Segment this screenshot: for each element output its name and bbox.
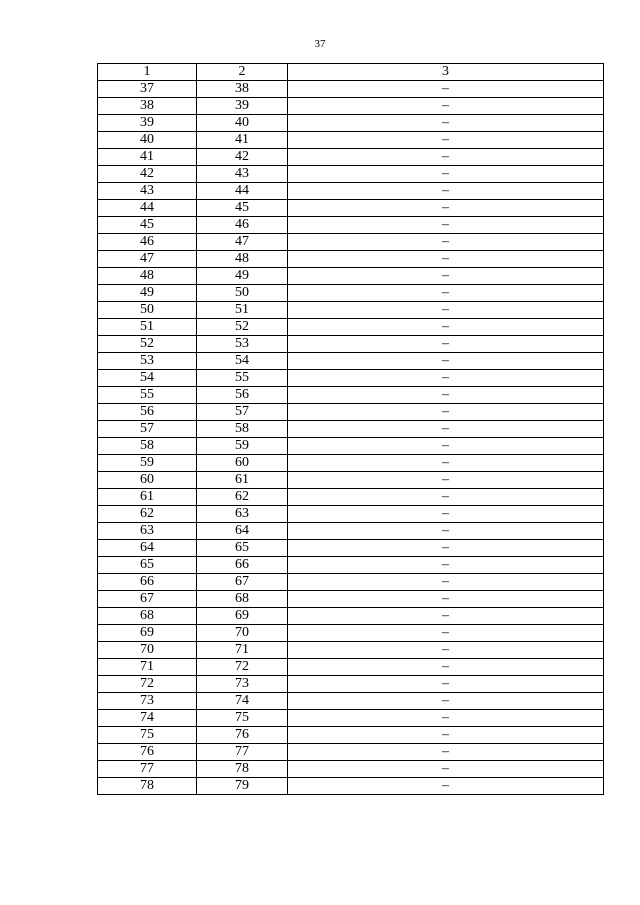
table-row [98,506,604,523]
table-cell-col-2: 77 [197,744,288,761]
table-row [98,98,604,115]
table-cell-col-3: – [288,370,604,387]
table-cell-col-3: – [288,642,604,659]
table-cell-col-2: 66 [197,557,288,574]
table-cell-col-3: – [288,421,604,438]
table-cell-col-3: – [288,608,604,625]
table-cell-col-1: 42 [98,166,197,183]
table-row [98,217,604,234]
table-cell-col-2: 79 [197,778,288,795]
table-cell-col-2: 49 [197,268,288,285]
table-row [98,285,604,302]
table-cell-col-1: 44 [98,200,197,217]
table-cell-col-1: 57 [98,421,197,438]
table-row [98,489,604,506]
table-cell-col-1: 67 [98,591,197,608]
table-cell-col-1: 72 [98,676,197,693]
table-cell-col-1: 60 [98,472,197,489]
table-row [98,268,604,285]
table-cell-col-1: 70 [98,642,197,659]
page-number: 37 [314,38,326,50]
table-cell-col-2: 73 [197,676,288,693]
table-cell-col-2: 54 [197,353,288,370]
table-cell-col-3: – [288,778,604,795]
table-cell-col-3: – [288,251,604,268]
table-cell-col-2: 70 [197,625,288,642]
table-cell-col-3: – [288,234,604,251]
table-cell-col-2: 51 [197,302,288,319]
table-cell-col-3: – [288,302,604,319]
table-cell-col-1: 39 [98,115,197,132]
table-cell-col-3: – [288,761,604,778]
table-cell-col-1: 66 [98,574,197,591]
table-cell-col-2: 74 [197,693,288,710]
column-header-3: 3 [288,64,604,81]
table-cell-col-1: 75 [98,727,197,744]
table-cell-col-2: 59 [197,438,288,455]
table-cell-col-1: 54 [98,370,197,387]
table-cell-col-3: – [288,523,604,540]
table-cell-col-2: 53 [197,336,288,353]
table-row [98,591,604,608]
table-row [98,421,604,438]
table-row [98,251,604,268]
table-cell-col-1: 68 [98,608,197,625]
table-cell-col-2: 50 [197,285,288,302]
table-row [98,353,604,370]
table-cell-col-2: 45 [197,200,288,217]
table-cell-col-2: 61 [197,472,288,489]
table-cell-col-3: – [288,81,604,98]
table-cell-col-2: 57 [197,404,288,421]
table-cell-col-1: 58 [98,438,197,455]
table-body [98,81,604,795]
table-row [98,608,604,625]
table-row [98,472,604,489]
table-cell-col-1: 76 [98,744,197,761]
table-row [98,625,604,642]
table-cell-col-2: 58 [197,421,288,438]
table-cell-col-1: 61 [98,489,197,506]
table-cell-col-2: 52 [197,319,288,336]
table-cell-col-2: 56 [197,387,288,404]
table-row [98,455,604,472]
table-row [98,761,604,778]
table-cell-col-1: 52 [98,336,197,353]
table-cell-col-1: 41 [98,149,197,166]
table-cell-col-2: 41 [197,132,288,149]
table-row [98,540,604,557]
table-row [98,676,604,693]
table-row [98,710,604,727]
table-cell-col-3: – [288,183,604,200]
table-header-row [98,64,604,81]
table-cell-col-3: – [288,540,604,557]
table-row [98,438,604,455]
table-row [98,693,604,710]
table-cell-col-2: 47 [197,234,288,251]
table-cell-col-1: 77 [98,761,197,778]
table-row [98,778,604,795]
table-cell-col-1: 56 [98,404,197,421]
table-cell-col-3: – [288,727,604,744]
table-row [98,659,604,676]
table-cell-col-3: – [288,625,604,642]
table-cell-col-3: – [288,744,604,761]
table-cell-col-2: 65 [197,540,288,557]
table-cell-col-3: – [288,506,604,523]
table-cell-col-2: 43 [197,166,288,183]
table-cell-col-3: – [288,98,604,115]
table-cell-col-3: – [288,489,604,506]
table-cell-col-3: – [288,438,604,455]
table-cell-col-1: 46 [98,234,197,251]
table-row [98,404,604,421]
table-cell-col-2: 55 [197,370,288,387]
table-cell-col-3: – [288,353,604,370]
table-cell-col-2: 68 [197,591,288,608]
table-cell-col-3: – [288,574,604,591]
table-cell-col-1: 71 [98,659,197,676]
table-cell-col-2: 40 [197,115,288,132]
table-cell-col-1: 78 [98,778,197,795]
column-header-2: 2 [197,64,288,81]
table-cell-col-2: 67 [197,574,288,591]
table-cell-col-2: 63 [197,506,288,523]
table-cell-col-1: 74 [98,710,197,727]
column-header-1: 1 [98,64,197,81]
table-cell-col-1: 48 [98,268,197,285]
table-cell-col-3: – [288,472,604,489]
table-cell-col-2: 78 [197,761,288,778]
table-row [98,557,604,574]
table-row [98,302,604,319]
table-row [98,132,604,149]
data-table [97,63,604,795]
table-row [98,642,604,659]
table-cell-col-3: – [288,149,604,166]
table-cell-col-1: 37 [98,81,197,98]
table-cell-col-2: 62 [197,489,288,506]
table-row [98,183,604,200]
table-row [98,200,604,217]
table-row [98,234,604,251]
table-cell-col-3: – [288,591,604,608]
table-row [98,574,604,591]
table-row [98,149,604,166]
table-cell-col-1: 53 [98,353,197,370]
table-cell-col-1: 50 [98,302,197,319]
table-row [98,166,604,183]
table-cell-col-1: 49 [98,285,197,302]
table-cell-col-3: – [288,336,604,353]
table-cell-col-1: 55 [98,387,197,404]
table-cell-col-3: – [288,319,604,336]
table-cell-col-3: – [288,268,604,285]
table-cell-col-2: 38 [197,81,288,98]
table-cell-col-3: – [288,217,604,234]
table-cell-col-3: – [288,115,604,132]
table-cell-col-1: 73 [98,693,197,710]
table-cell-col-3: – [288,557,604,574]
table-cell-col-1: 51 [98,319,197,336]
table-row [98,319,604,336]
table-cell-col-2: 44 [197,183,288,200]
table-cell-col-1: 47 [98,251,197,268]
table-cell-col-2: 39 [197,98,288,115]
table-cell-col-3: – [288,404,604,421]
table-cell-col-1: 63 [98,523,197,540]
table-cell-col-1: 59 [98,455,197,472]
table-cell-col-2: 48 [197,251,288,268]
table-cell-col-2: 69 [197,608,288,625]
table-cell-col-2: 42 [197,149,288,166]
table-cell-col-2: 72 [197,659,288,676]
table-cell-col-2: 60 [197,455,288,472]
table-cell-col-1: 62 [98,506,197,523]
table-cell-col-2: 75 [197,710,288,727]
table-cell-col-2: 71 [197,642,288,659]
table-cell-col-1: 69 [98,625,197,642]
table-cell-col-3: – [288,200,604,217]
table-cell-col-1: 38 [98,98,197,115]
table-cell-col-2: 64 [197,523,288,540]
table-cell-col-3: – [288,455,604,472]
table-row [98,387,604,404]
table-row [98,81,604,98]
table-row [98,727,604,744]
table-cell-col-1: 65 [98,557,197,574]
table-row [98,523,604,540]
table-cell-col-3: – [288,676,604,693]
table-cell-col-3: – [288,132,604,149]
table-cell-col-3: – [288,166,604,183]
table-cell-col-3: – [288,285,604,302]
table-cell-col-3: – [288,387,604,404]
table-cell-col-2: 76 [197,727,288,744]
table-row [98,115,604,132]
table-row [98,336,604,353]
table-cell-col-1: 64 [98,540,197,557]
table-cell-col-3: – [288,693,604,710]
table-row [98,370,604,387]
table-cell-col-1: 43 [98,183,197,200]
table-cell-col-2: 46 [197,217,288,234]
table-cell-col-1: 40 [98,132,197,149]
table-cell-col-3: – [288,659,604,676]
table-row [98,744,604,761]
table-cell-col-1: 45 [98,217,197,234]
table-cell-col-3: – [288,710,604,727]
